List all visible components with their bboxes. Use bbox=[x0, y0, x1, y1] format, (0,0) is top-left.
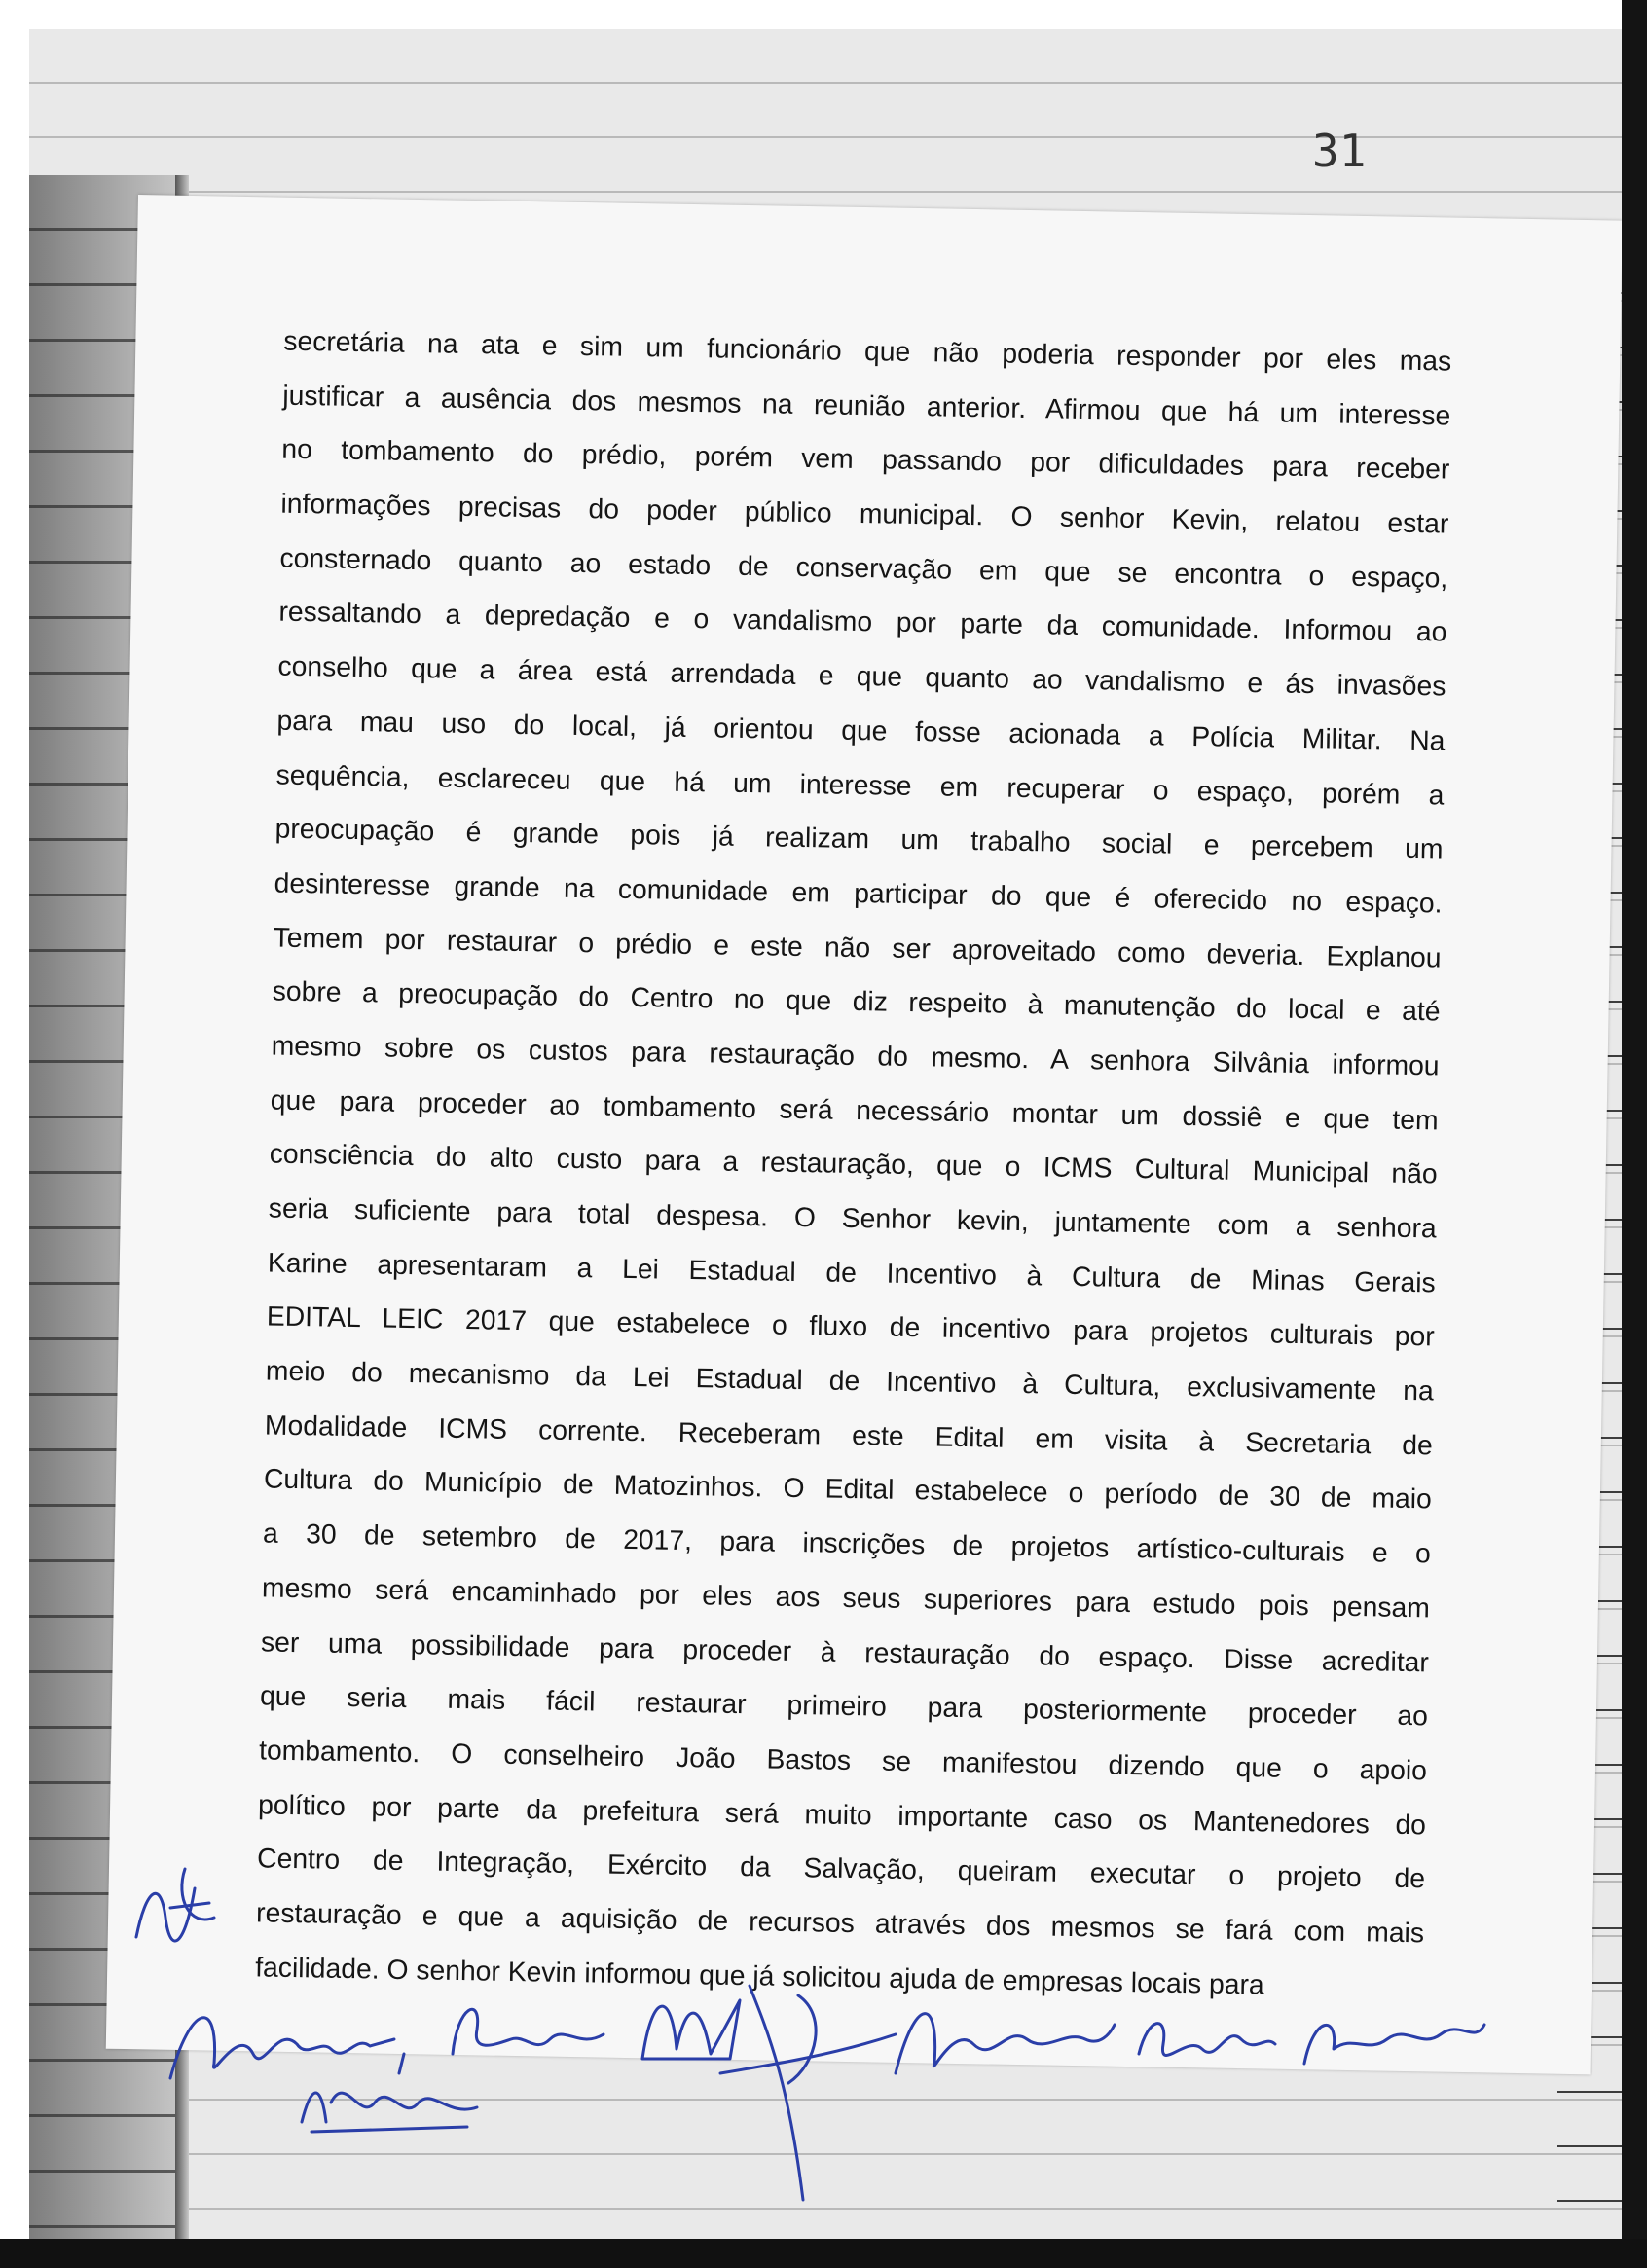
text-line: conselho que a área está arrendada e que quanto ao vandalismo e ás invasões bbox=[277, 649, 1446, 702]
typed-page bbox=[106, 195, 1623, 2074]
text-line: informações precisas do poder público municipal. O senhor Kevin, relatou estar bbox=[280, 487, 1449, 539]
text-line: Temem por restaurar o prédio e este não ser aproveitado como deveria. Explanou bbox=[273, 921, 1442, 973]
signature-pimentel bbox=[443, 1986, 618, 2073]
text-line: ressaltando a depredação e o vandalismo por parte da comunidade. Informou ao bbox=[278, 596, 1447, 647]
text-line: que para proceder ao tombamento será necessário montar um dossiê e que tem bbox=[270, 1083, 1439, 1136]
scan-bottom-edge bbox=[0, 2239, 1647, 2268]
minutes-text bbox=[255, 314, 1452, 2015]
signature-initials-left bbox=[117, 1849, 234, 1966]
text-line: tombamento. O conselheiro João Bastos se manifestou dizendo que o apoio bbox=[258, 1734, 1428, 1786]
text-line: facilidade. O senhor Kevin informou que já solicitou ajuda de empresas locais para bbox=[254, 1951, 1264, 2000]
signature-pacagalho bbox=[1295, 1986, 1489, 2083]
text-line: consciência do alto custo para a restauração, que o ICMS Cultural Municipal não bbox=[269, 1137, 1438, 1189]
text-line: preocupação é grande pois já realizam um trabalho social e percebem um bbox=[274, 812, 1444, 864]
text-line: secretária na ata e sim um funcionário que não poderia responder por eles mas bbox=[283, 324, 1452, 377]
text-line: mesmo sobre os custos para restauração do mesmo. A senhora Silvânia informou bbox=[271, 1029, 1440, 1081]
text-line: ser uma possibilidade para proceder à restauração do espaço. Disse acreditar bbox=[260, 1625, 1430, 1677]
text-line: restauração e que a aquisição de recursos através dos mesmos se fará com mais bbox=[255, 1896, 1425, 1949]
scan-top-edge bbox=[0, 0, 1647, 29]
text-line: seria suficiente para total despesa. O Senhor kevin, juntamente com a senhora bbox=[268, 1191, 1437, 1244]
text-line: sobre a preocupação do Centro no que diz respeito à manutenção do local e até bbox=[272, 974, 1441, 1027]
text-line: mesmo será encaminhado por eles aos seus superiores para estudo pois pensam bbox=[261, 1571, 1431, 1624]
text-line: EDITAL LEIC 2017 que estabelece o fluxo de incentivo para projetos culturais por bbox=[266, 1299, 1436, 1352]
text-line: para mau uso do local, já orientou que fosse acionada a Polícia Militar. Na bbox=[276, 704, 1446, 756]
text-line: no tombamento do prédio, porém vem passando por dificuldades para receber bbox=[281, 432, 1450, 485]
text-line: Modalidade ICMS corrente. Receberam este Edital em visita à Secretaria de bbox=[264, 1408, 1434, 1461]
signature-apressem bbox=[886, 1986, 1119, 2093]
text-line: político por parte da prefeitura será muito importante caso os Mantenedores do bbox=[257, 1787, 1427, 1840]
text-line: desinteresse grande na comunidade em participar do que é oferecido no espaço. bbox=[274, 866, 1443, 919]
text-line: a 30 de setembro de 2017, para inscrições de projetos artístico-culturais e o bbox=[262, 1517, 1432, 1569]
text-line: Cultura do Município de Matozinhos. O Edital estabelece o período de 30 de maio bbox=[263, 1462, 1433, 1515]
text-line: meio do mecanismo da Lei Estadual de Incentivo à Cultura, exclusivamente na bbox=[265, 1354, 1435, 1407]
text-line: Centro de Integração, Exército da Salvação, queiram executar o projeto de bbox=[256, 1842, 1426, 1894]
signature-karine bbox=[292, 2064, 487, 2141]
page-number: 31 bbox=[1312, 125, 1367, 177]
signature-cross bbox=[711, 1976, 905, 2210]
signature-sgabra bbox=[1129, 1995, 1285, 2093]
scan-right-edge bbox=[1622, 0, 1647, 2268]
text-line: que seria mais fácil restaurar primeiro para posteriormente proceder ao bbox=[259, 1679, 1429, 1732]
text-line: consternado quanto ao estado de conservação em que se encontra o espaço, bbox=[279, 541, 1448, 594]
text-line: sequência, esclareceu que há um interesse em recuperar o espaço, porém a bbox=[275, 758, 1445, 811]
text-line: justificar a ausência dos mesmos na reunião anterior. Afirmou que há um interesse bbox=[282, 379, 1451, 431]
text-line: Karine apresentaram a Lei Estadual de Incentivo à Cultura de Minas Gerais bbox=[267, 1246, 1436, 1299]
